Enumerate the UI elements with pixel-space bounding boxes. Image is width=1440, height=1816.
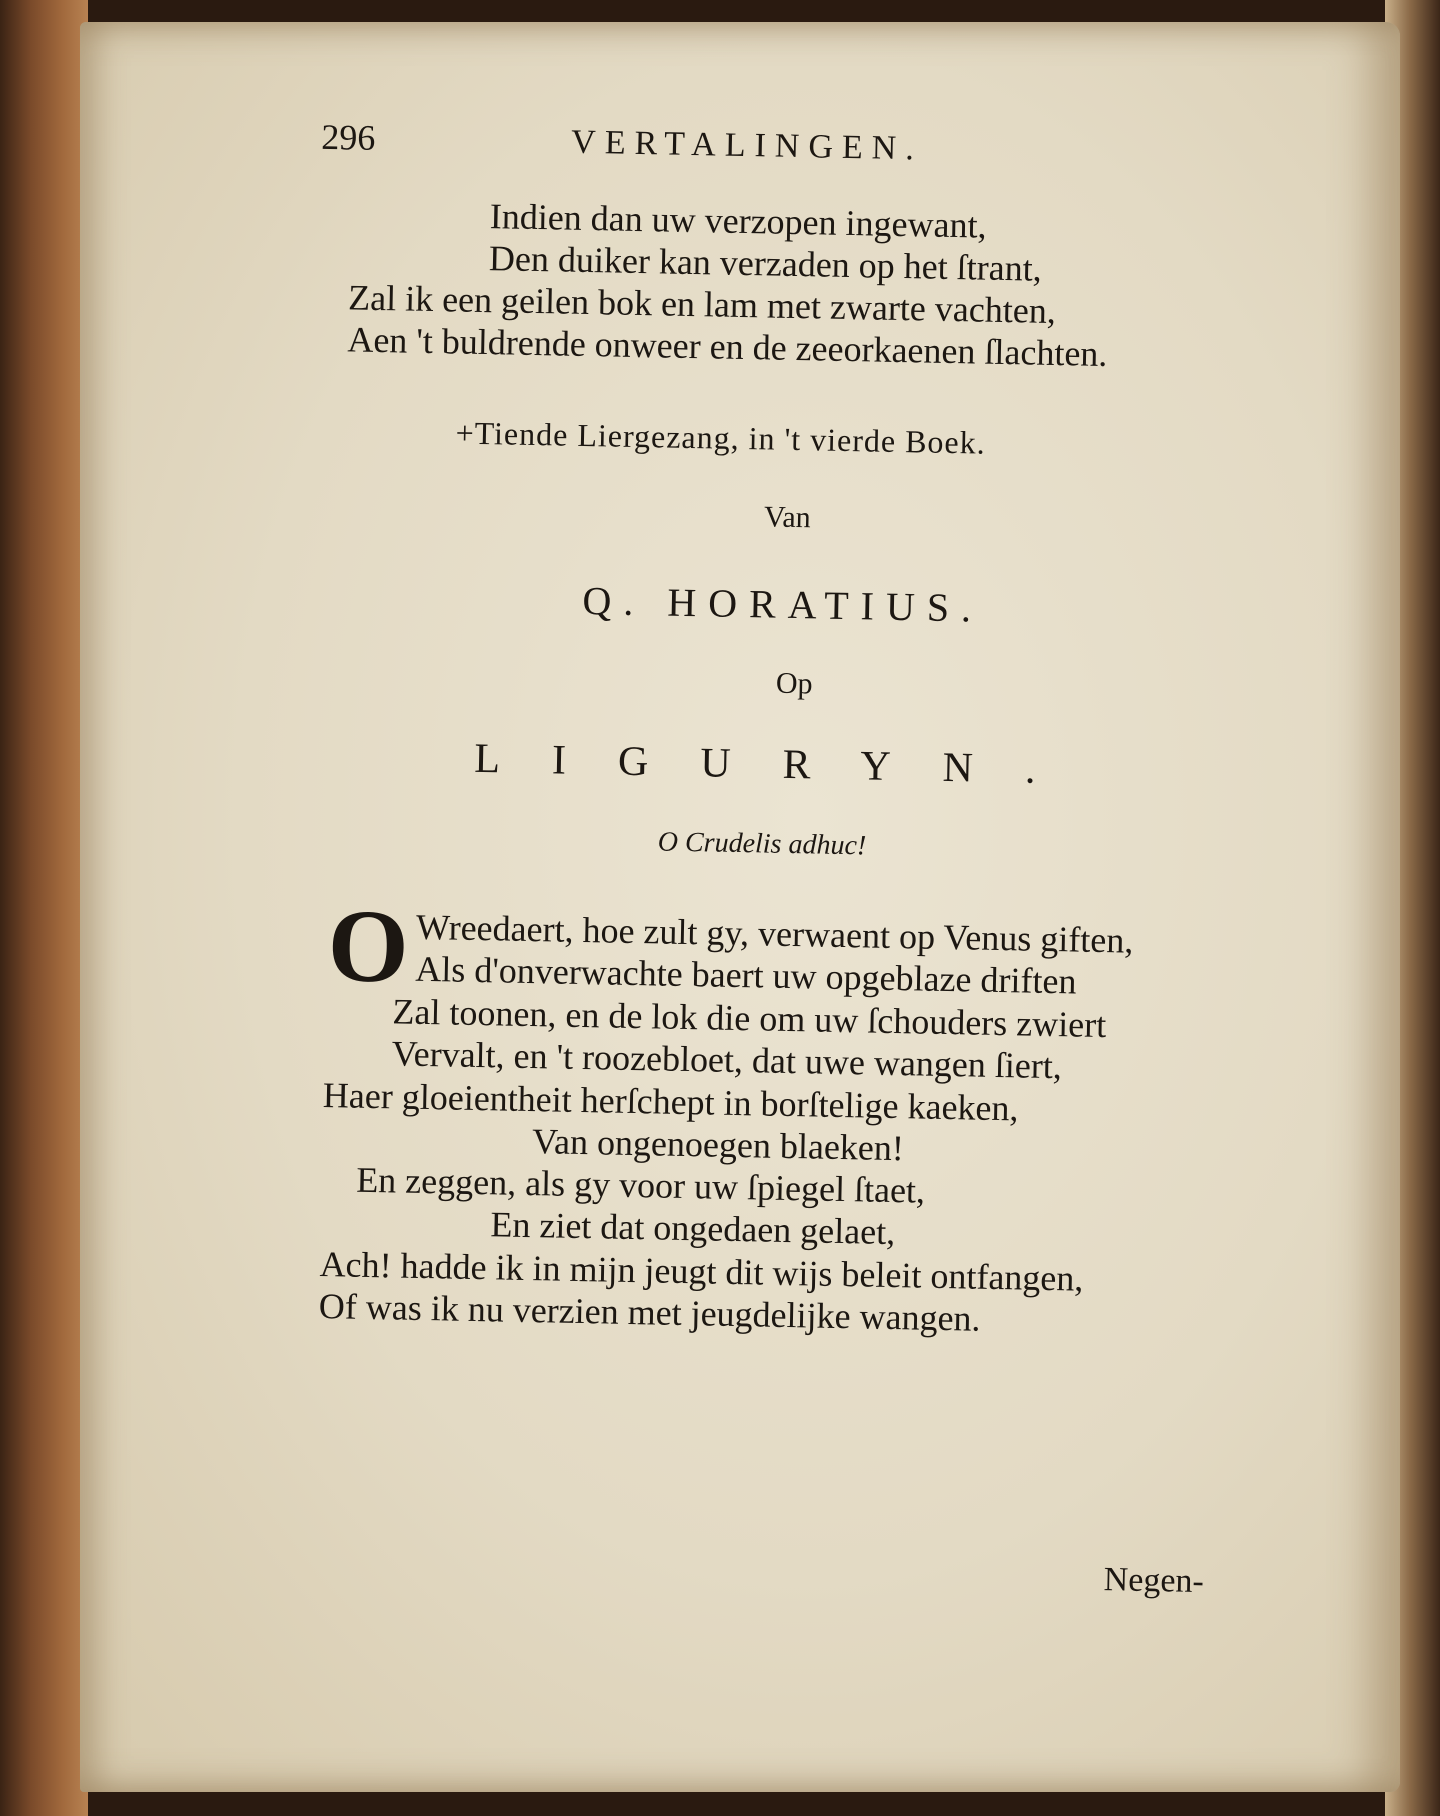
poem-line: Ach! hadde ik in mijn jeugt dit wijs beleit ontfangen, (319, 1244, 1084, 1299)
verse-line: Den duiker kan verzaden op het ſtrant, (488, 238, 1043, 289)
latin-incipit: O Crudelis adhuc! (657, 826, 867, 862)
poem-line: En ziet dat ongedaen gelaet, (490, 1204, 896, 1253)
addressee-name: LIGURYN. (473, 735, 1088, 794)
poem-line: Vervalt, en 't roozebloet, dat uwe wangen ſiert, (391, 1033, 1063, 1087)
poem-line: Van ongenoegen blaeken! (531, 1121, 905, 1169)
ode-title: +Tiende Liergezang, in 't vierde Boek. (455, 414, 987, 461)
page-number: 296 (320, 116, 376, 158)
verse-line: Zal ik een geilen bok en lam met zwarte vachten, (347, 277, 1057, 331)
op-label: Op (775, 666, 813, 701)
verse-line: Indien dan uw verzopen ingewant, (489, 196, 987, 246)
author-name: Q. HORATIUS. (582, 577, 984, 631)
book-page (80, 22, 1400, 1792)
poem-line: Zal toonen, en de lok die om uw ſchouders zwiert (392, 991, 1107, 1046)
verse-line: Aen 't buldrende onweer en de zeeorkaenen ſlachten. (347, 319, 1108, 374)
poem-line: Wreedaert, hoe zult gy, verwaent op Venus giften, (415, 906, 1134, 961)
poem-line: Haer gloeientheit herſchept in borſtelige kaeken, (322, 1075, 1019, 1129)
drop-cap: O (326, 888, 410, 1005)
catchword: Negen- (1103, 1561, 1205, 1601)
running-title: VERTALINGEN. (570, 123, 924, 168)
poem-line: En zeggen, als gy voor uw ſpiegel ſtaet, (355, 1159, 926, 1211)
poem-line: Of was ik nu verzien met jeugdelijke wangen. (318, 1286, 981, 1339)
van-label: Van (763, 500, 812, 535)
page-text-block (60, 9, 1414, 1804)
poem-line: Als d'onverwachte baert uw opgeblaze driften (414, 948, 1077, 1002)
